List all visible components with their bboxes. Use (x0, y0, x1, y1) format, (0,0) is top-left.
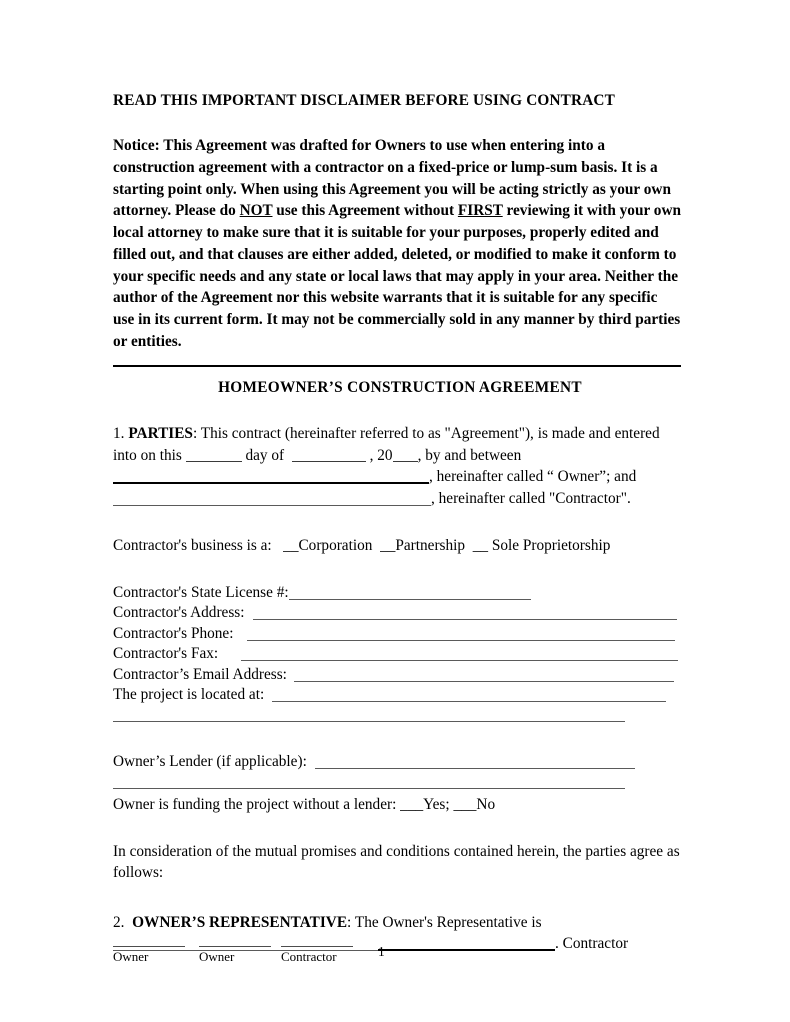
document-content (113, 92, 681, 955)
parties-month-blank[interactable] (292, 449, 366, 462)
lender-input-continued[interactable] (113, 776, 625, 789)
project-location-input[interactable] (272, 689, 666, 702)
owners-representative-number: 2. (113, 913, 125, 931)
business-type-option-partnership[interactable]: __Partnership (380, 537, 466, 555)
disclaimer-emphasis-not: NOT (239, 202, 273, 220)
lender-input[interactable] (315, 756, 635, 769)
parties-year-blank[interactable] (393, 449, 418, 462)
signature-label-contractor: Contractor (281, 949, 337, 964)
signature-block-owner-1 (113, 946, 185, 964)
parties-paragraph (113, 423, 681, 466)
contractor-fax-row (113, 644, 681, 664)
business-type-row (113, 535, 681, 557)
signature-block-contractor (281, 946, 353, 964)
project-location-input-continued[interactable] (113, 709, 625, 722)
parties-text-b: day of (241, 446, 288, 464)
project-location-row-continued (113, 705, 681, 725)
signature-line-owner-2[interactable] (199, 946, 271, 947)
owner-name-suffix: , hereinafter called “ Owner”; and (429, 468, 637, 486)
owners-representative-text: : The Owner's Representative is (347, 913, 542, 931)
owners-representative-trailing: . Contractor (555, 935, 629, 953)
document-footer (113, 946, 681, 980)
contractor-name-blank[interactable] (113, 493, 431, 506)
parties-text-d: , by and between (417, 446, 522, 464)
signature-row (113, 946, 681, 980)
page-title: HOMEOWNER’S CONSTRUCTION AGREEMENT (218, 379, 582, 397)
contractor-phone-row (113, 624, 681, 644)
lender-funding-row (113, 795, 681, 815)
disclaimer-text-part2: use this Agreement without (272, 202, 458, 220)
lender-funding-yes[interactable]: ___Yes; (400, 795, 450, 813)
contractor-email-row (113, 665, 681, 685)
contractor-name-row (113, 488, 681, 510)
page-number: 1 (378, 944, 385, 959)
section-contractor-details (113, 583, 681, 726)
parties-number: 1. (113, 425, 125, 443)
contractor-fax-input[interactable] (241, 648, 678, 661)
contractor-address-label: Contractor's Address: (113, 604, 245, 622)
parties-text-c: , 20 (365, 446, 393, 464)
owners-representative-heading: OWNER’S REPRESENTATIVE (132, 913, 348, 931)
lender-funding-label: Owner is funding the project without a lender: (113, 795, 397, 813)
signature-line-owner-1[interactable] (113, 946, 185, 947)
signature-line-contractor[interactable] (281, 946, 353, 947)
disclaimer-text-part1: Notice: This Agreement was drafted for Owners to use when entering into a construction agreement with a contractor on a fixed-price or lump-sum basis. It is a starting point only. When using this Agreement you will be acting strictly as your own attorney. Please do (113, 137, 671, 220)
consideration-paragraph: In consideration of the mutual promises and conditions contained herein, the parties agree as follows: (113, 842, 680, 882)
section-parties (113, 423, 681, 509)
parties-text-a: : This contract (hereinafter referred to as "Agreement"), is made and entered into on this (113, 425, 660, 464)
contractor-address-input[interactable] (253, 607, 677, 620)
business-type-label: Contractor's business is a: (113, 537, 272, 555)
contractor-email-label: Contractor’s Email Address: (113, 665, 287, 683)
signature-label-owner-1: Owner (113, 949, 149, 964)
disclaimer-heading: READ THIS IMPORTANT DISCLAIMER BEFORE USING CONTRACT (113, 92, 615, 109)
project-location-row (113, 685, 681, 705)
section-lender (113, 752, 681, 815)
section-divider-rule (113, 365, 681, 367)
business-type-option-corporation[interactable]: __Corporation (283, 537, 373, 555)
signature-block-owner-2 (199, 946, 271, 964)
lender-funding-no[interactable]: ___No (453, 795, 496, 813)
lender-row-continued (113, 772, 681, 792)
owner-name-row (113, 466, 681, 488)
owner-name-blank[interactable] (113, 471, 429, 484)
business-type-option-sole-proprietorship[interactable]: __ Sole Proprietorship (472, 537, 611, 555)
contractor-fax-label: Contractor's Fax: (113, 645, 219, 663)
section-consideration (113, 841, 681, 884)
contractor-address-row (113, 603, 681, 623)
lender-row (113, 752, 681, 772)
parties-day-blank[interactable] (186, 449, 242, 462)
signature-label-owner-2: Owner (199, 949, 235, 964)
contractor-license-row (113, 583, 681, 603)
contractor-name-suffix: , hereinafter called "Contractor". (431, 489, 631, 507)
owners-representative-paragraph (113, 912, 681, 934)
contractor-license-label: Contractor's State License #: (113, 583, 289, 601)
contractor-phone-label: Contractor's Phone: (113, 624, 234, 642)
project-location-label: The project is located at: (113, 685, 265, 703)
disclaimer-body (113, 135, 681, 352)
contractor-license-input[interactable] (289, 587, 531, 600)
contractor-email-input[interactable] (294, 669, 674, 682)
contractor-phone-input[interactable] (247, 628, 675, 641)
lender-label: Owner’s Lender (if applicable): (113, 752, 307, 770)
section-business-type (113, 535, 681, 557)
parties-heading: PARTIES (128, 425, 193, 443)
disclaimer-text-part3: reviewing it with your own local attorney to make sure that it is suitable for your purposes, properly edited and filled out, and that clauses are either added, deleted, or modified to make it conform to your specific needs and any state or local laws that may apply in your area. Neither the author of the Agreement nor this website warrants that it is suitable for any specific use in its current form. It may not be commercially sold in any manner by third parties or entities. (113, 202, 681, 350)
disclaimer-emphasis-first: FIRST (457, 202, 503, 220)
